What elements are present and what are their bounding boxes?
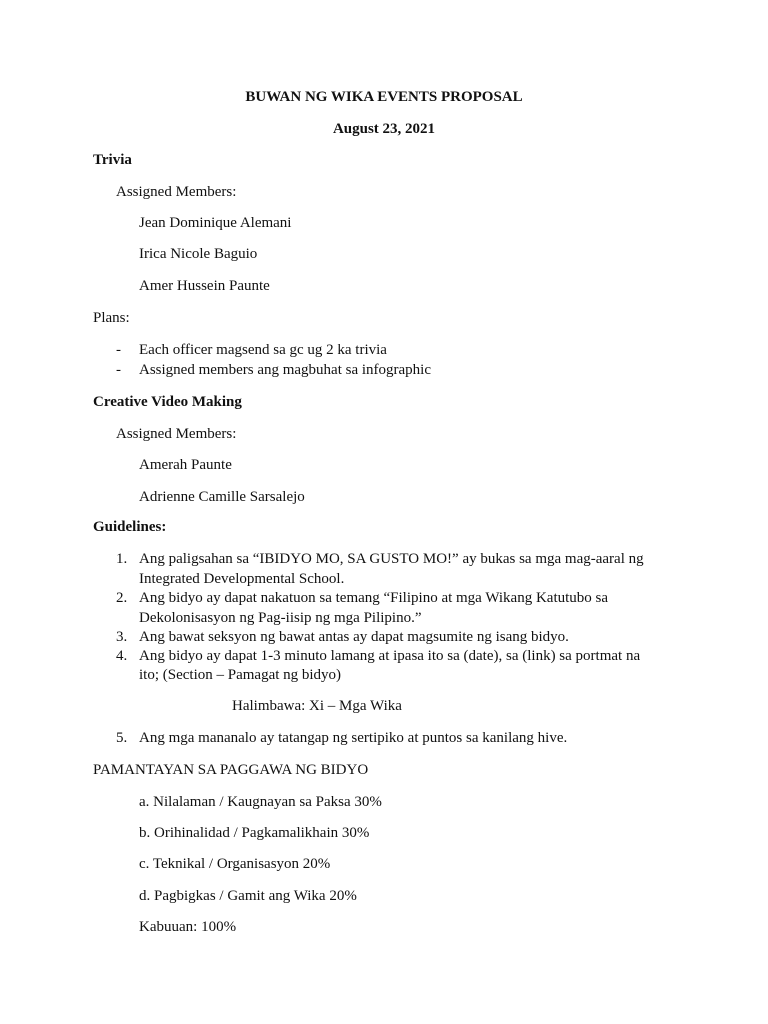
plan-bullet: - <box>116 342 121 358</box>
plans-label: Plans: <box>93 310 130 326</box>
guideline-text: Integrated Developmental School. <box>139 571 345 587</box>
trivia-member: Amer Hussein Paunte <box>139 278 270 294</box>
guideline-number: 2. <box>116 590 128 606</box>
guideline-text: Ang mga mananalo ay tatangap ng sertipiko at puntos sa kanilang hive. <box>139 730 568 746</box>
video-member: Amerah Paunte <box>139 457 232 473</box>
plan-item: Assigned members ang magbuhat sa infographic <box>139 362 432 378</box>
guideline-example: Halimbawa: Xi – Mga Wika <box>232 698 402 714</box>
guideline-text: ito; (Section – Pamagat ng bidyo) <box>139 667 342 683</box>
document-date: August 23, 2021 <box>332 121 436 137</box>
criteria-total: Kabuuan: 100% <box>139 919 237 935</box>
criteria-item: a. Nilalaman / Kaugnayan sa Paksa 30% <box>139 794 382 810</box>
trivia-member: Irica Nicole Baguio <box>139 246 258 262</box>
criteria-heading: PAMANTAYAN SA PAGGAWA NG BIDYO <box>93 762 369 778</box>
trivia-heading: Trivia <box>93 152 132 168</box>
guideline-text: Dekolonisasyon ng Pag-iisip ng mga Pilipino.” <box>139 610 422 626</box>
guideline-number: 4. <box>116 648 128 664</box>
guidelines-heading: Guidelines: <box>93 519 167 535</box>
video-heading: Creative Video Making <box>93 394 242 410</box>
trivia-member: Jean Dominique Alemani <box>139 215 292 231</box>
plan-bullet: - <box>116 362 121 378</box>
guideline-number: 1. <box>116 551 128 567</box>
guideline-text: Ang bidyo ay dapat nakatuon sa temang “Filipino at mga Wikang Katutubo sa <box>139 590 609 606</box>
guideline-number: 5. <box>116 730 128 746</box>
plan-item: Each officer magsend sa gc ug 2 ka trivia <box>139 342 387 358</box>
guideline-text: Ang paligsahan sa “IBIDYO MO, SA GUSTO MO!” ay bukas sa mga mag-aaral ng <box>139 551 644 567</box>
criteria-item: c. Teknikal / Organisasyon 20% <box>139 856 331 872</box>
guideline-number: 3. <box>116 629 128 645</box>
criteria-item: b. Orihinalidad / Pagkamalikhain 30% <box>139 825 370 841</box>
guideline-text: Ang bawat seksyon ng bawat antas ay dapat magsumite ng isang bidyo. <box>139 629 569 645</box>
criteria-item: d. Pagbigkas / Gamit ang Wika 20% <box>139 888 357 904</box>
trivia-assigned-label: Assigned Members: <box>116 184 237 200</box>
guideline-text: Ang bidyo ay dapat 1-3 minuto lamang at ipasa ito sa (date), sa (link) sa portmat na <box>139 648 641 664</box>
document-title: BUWAN NG WIKA EVENTS PROPOSAL <box>245 89 523 105</box>
video-assigned-label: Assigned Members: <box>116 426 237 442</box>
video-member: Adrienne Camille Sarsalejo <box>139 489 305 505</box>
